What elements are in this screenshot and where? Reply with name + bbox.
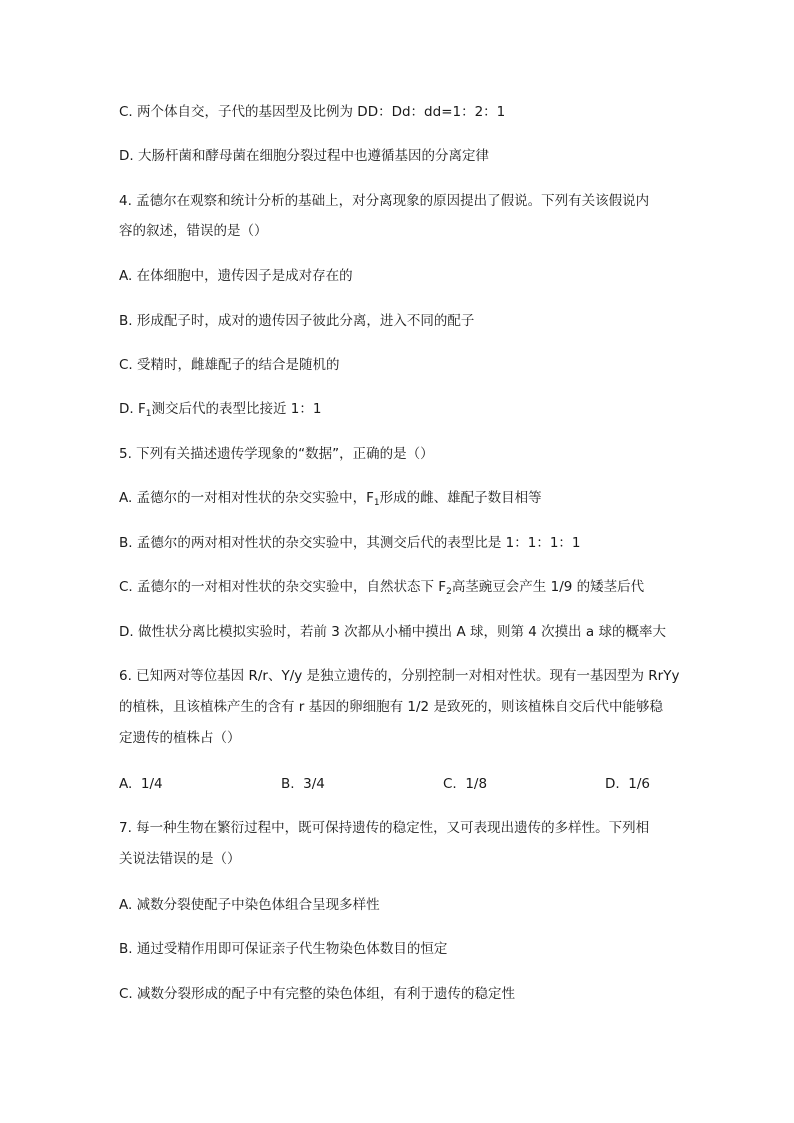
- q6-stem-line-2: [119, 697, 663, 717]
- subscript: 2: [446, 587, 452, 597]
- q6-option-d: [605, 774, 650, 794]
- line-text: A. 在体细胞中，遗传因子是成对存在的: [119, 268, 353, 284]
- q5-option-b: [119, 533, 581, 553]
- line-text: B. 孟德尔的两对相对性状的杂交实验中，其测交后代的表型比是 1：1：1：1: [119, 535, 581, 551]
- line-text: 容的叙述，错误的是（）: [119, 223, 268, 239]
- q3-option-c: [119, 102, 505, 122]
- q4-stem-line-2: [119, 221, 268, 241]
- line-text: C. 两个体自交，子代的基因型及比例为 DD：Dd：dd=1：2：1: [119, 104, 506, 120]
- line-text-pre: D. F: [119, 401, 146, 417]
- q6-stem-line-1: [119, 666, 679, 686]
- option-label: D.: [605, 776, 620, 792]
- q4-option-b: [119, 311, 474, 331]
- line-text: D. 做性状分离比模拟实验时，若前 3 次都从小桶中摸出 A 球，则第 4 次摸出 a 球的概率大: [119, 624, 666, 640]
- line-text: 6. 已知两对等位基因 R/r、Y/y 是独立遗传的，分别控制一对相对性状。现有一基因型为 RrYy: [119, 668, 680, 684]
- q7-stem-line-1: [119, 818, 649, 838]
- q4-option-a: [119, 266, 353, 286]
- line-text: A. 减数分裂使配子中染色体组合呈现多样性: [119, 897, 380, 913]
- q4-option-d: [119, 399, 321, 419]
- line-text: 7. 每一种生物在繁衍过程中，既可保持遗传的稳定性，又可表现出遗传的多样性。下列相: [119, 820, 650, 836]
- q6-option-b: [281, 774, 325, 794]
- option-value: 1/4: [140, 776, 163, 792]
- option-value: 1/6: [628, 776, 651, 792]
- line-text: D. 大肠杆菌和酵母菌在细胞分裂过程中也遵循基因的分离定律: [119, 148, 489, 164]
- q5-stem: [119, 444, 434, 464]
- line-text-post: 高茎豌豆会产生 1/9 的矮茎后代: [451, 579, 645, 595]
- line-text-post: 形成的雌、雄配子数目相等: [379, 490, 542, 506]
- q7-option-c: [119, 984, 515, 1004]
- line-text: B. 形成配子时，成对的遗传因子彼此分离，进入不同的配子: [119, 313, 475, 329]
- q7-stem-line-2: [119, 849, 241, 869]
- line-text-pre: A. 孟德尔的一对相对性状的杂交实验中，F: [119, 490, 374, 506]
- q5-option-a: [119, 488, 542, 508]
- line-text: C. 减数分裂形成的配子中有完整的染色体组，有利于遗传的稳定性: [119, 986, 516, 1002]
- q4-stem-line-1: [119, 191, 649, 211]
- q3-option-d: [119, 146, 489, 166]
- subscript: 1: [373, 498, 380, 508]
- line-text: 关说法错误的是（）: [119, 851, 241, 867]
- option-label: C.: [443, 776, 457, 792]
- q5-option-d: [119, 622, 666, 642]
- q7-option-b: [119, 939, 447, 959]
- option-value: 1/8: [465, 776, 488, 792]
- option-label: B.: [281, 776, 295, 792]
- line-text-post: 测交后代的表型比接近 1：1: [151, 401, 322, 417]
- q6-option-a: [119, 774, 163, 794]
- q4-option-c: [119, 355, 340, 375]
- line-text: B. 通过受精作用即可保证亲子代生物染色体数目的恒定: [119, 941, 448, 957]
- subscript: 1: [145, 409, 152, 419]
- line-text: C. 受精时，雌雄配子的结合是随机的: [119, 357, 340, 373]
- q7-option-a: [119, 895, 380, 915]
- option-value: 3/4: [303, 776, 325, 792]
- line-text: 5. 下列有关描述遗传学现象的“数据”，正确的是（）: [119, 446, 434, 462]
- q6-option-c: [443, 774, 487, 794]
- option-label: A.: [119, 776, 133, 792]
- line-text: 定遗传的植株占（）: [119, 730, 241, 746]
- line-text: 4. 孟德尔在观察和统计分析的基础上，对分离现象的原因提出了假说。下列有关该假说内: [119, 193, 650, 209]
- line-text-pre: C. 孟德尔的一对相对性状的杂交实验中，自然状态下 F: [119, 579, 447, 595]
- line-text: 的植株，且该植株产生的含有 r 基因的卵细胞有 1/2 是致死的，则该植株自交后代中能够稳: [119, 699, 663, 715]
- q6-stem-line-3: [119, 728, 241, 748]
- q5-option-c: [119, 577, 644, 597]
